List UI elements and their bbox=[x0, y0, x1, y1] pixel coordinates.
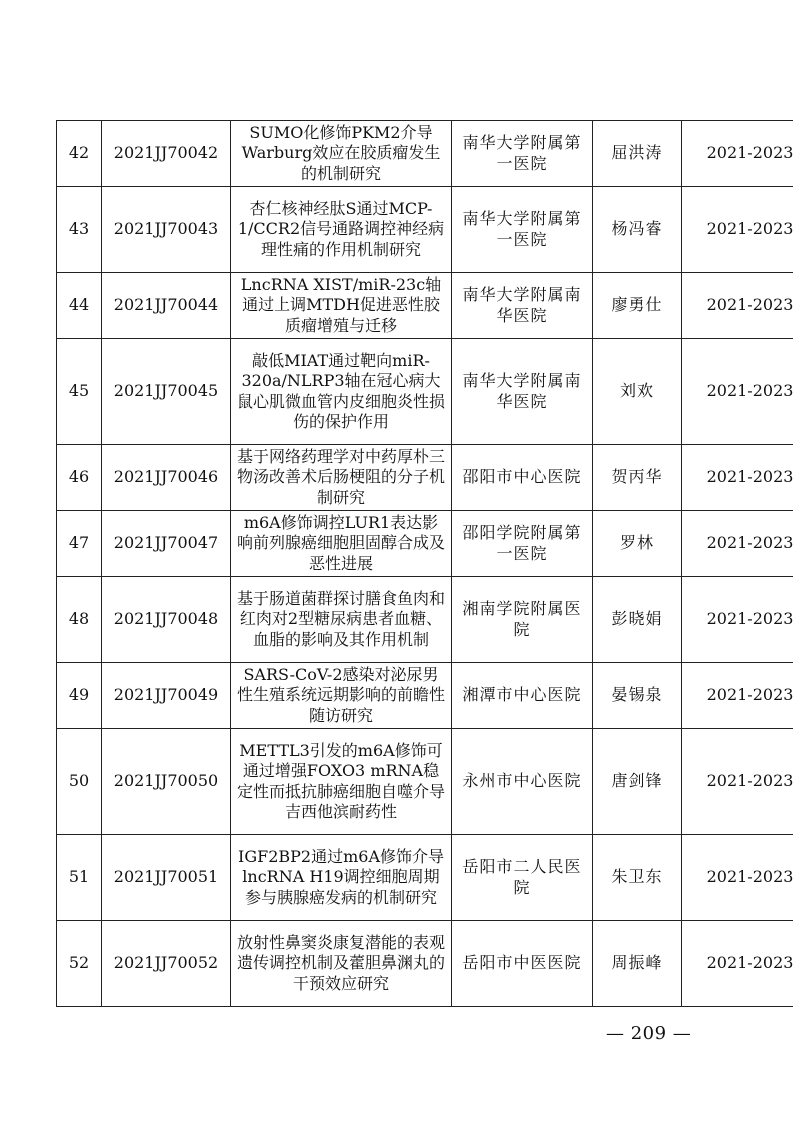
principal-investigator: 屈洪涛 bbox=[593, 121, 682, 187]
principal-investigator: 杨冯睿 bbox=[593, 187, 682, 273]
project-period: 2021-2023 bbox=[682, 339, 793, 445]
page-number: — 209 — bbox=[606, 1023, 692, 1044]
project-title: LncRNA XIST/miR-23c轴通过上调MTDH促进恶性胶质瘤增殖与迁移 bbox=[231, 273, 452, 339]
project-code: 2021JJ70042 bbox=[102, 121, 231, 187]
project-title: 基于肠道菌群探讨膳食鱼肉和红肉对2型糖尿病患者血糖、血脂的影响及其作用机制 bbox=[231, 577, 452, 663]
row-number: 42 bbox=[57, 121, 102, 187]
project-code: 2021JJ70044 bbox=[102, 273, 231, 339]
row-number: 51 bbox=[57, 835, 102, 921]
table-row bbox=[57, 729, 793, 835]
row-number: 48 bbox=[57, 577, 102, 663]
project-period: 2021-2023 bbox=[682, 121, 793, 187]
project-title: SARS-CoV-2感染对泌尿男性生殖系统远期影响的前瞻性随访研究 bbox=[231, 663, 452, 729]
table-row bbox=[57, 339, 793, 445]
table-row bbox=[57, 445, 793, 511]
principal-investigator: 周振峰 bbox=[593, 921, 682, 1007]
project-title: 杏仁核神经肽S通过MCP-1/CCR2信号通路调控神经病理性痛的作用机制研究 bbox=[231, 187, 452, 273]
row-number: 44 bbox=[57, 273, 102, 339]
host-institution: 邵阳学院附属第一医院 bbox=[452, 511, 593, 577]
host-institution: 邵阳市中心医院 bbox=[452, 445, 593, 511]
host-institution: 永州市中心医院 bbox=[452, 729, 593, 835]
project-code: 2021JJ70047 bbox=[102, 511, 231, 577]
principal-investigator: 罗林 bbox=[593, 511, 682, 577]
table-row bbox=[57, 577, 793, 663]
project-title: 敲低MIAT通过靶向miR-320a/NLRP3轴在冠心病大鼠心肌微血管内皮细胞炎性损伤的保护作用 bbox=[231, 339, 452, 445]
row-number: 46 bbox=[57, 445, 102, 511]
project-period: 2021-2023 bbox=[682, 187, 793, 273]
project-code: 2021JJ70051 bbox=[102, 835, 231, 921]
table-row bbox=[57, 511, 793, 577]
table-row bbox=[57, 663, 793, 729]
project-code: 2021JJ70046 bbox=[102, 445, 231, 511]
table-row bbox=[57, 835, 793, 921]
project-title: 基于网络药理学对中药厚朴三物汤改善术后肠梗阻的分子机制研究 bbox=[231, 445, 452, 511]
project-code: 2021JJ70048 bbox=[102, 577, 231, 663]
host-institution: 南华大学附属第一医院 bbox=[452, 121, 593, 187]
project-period: 2021-2023 bbox=[682, 445, 793, 511]
project-code: 2021JJ70050 bbox=[102, 729, 231, 835]
project-period: 2021-2023 bbox=[682, 921, 793, 1007]
project-title: SUMO化修饰PKM2介导Warburg效应在胶质瘤发生的机制研究 bbox=[231, 121, 452, 187]
project-period: 2021-2023 bbox=[682, 663, 793, 729]
principal-investigator: 刘欢 bbox=[593, 339, 682, 445]
host-institution: 南华大学附属南华医院 bbox=[452, 339, 593, 445]
host-institution: 湘南学院附属医院 bbox=[452, 577, 593, 663]
row-number: 47 bbox=[57, 511, 102, 577]
principal-investigator: 晏锡泉 bbox=[593, 663, 682, 729]
project-period: 2021-2023 bbox=[682, 273, 793, 339]
host-institution: 岳阳市二人民医院 bbox=[452, 835, 593, 921]
table-row bbox=[57, 921, 793, 1007]
project-period: 2021-2023 bbox=[682, 577, 793, 663]
host-institution: 岳阳市中医医院 bbox=[452, 921, 593, 1007]
project-title: IGF2BP2通过m6A修饰介导lncRNA H19调控细胞周期参与胰腺癌发病的机制研究 bbox=[231, 835, 452, 921]
table-row bbox=[57, 273, 793, 339]
row-number: 52 bbox=[57, 921, 102, 1007]
table-row bbox=[57, 187, 793, 273]
principal-investigator: 贺丙华 bbox=[593, 445, 682, 511]
row-number: 50 bbox=[57, 729, 102, 835]
host-institution: 南华大学附属第一医院 bbox=[452, 187, 593, 273]
principal-investigator: 彭晓娟 bbox=[593, 577, 682, 663]
row-number: 49 bbox=[57, 663, 102, 729]
principal-investigator: 朱卫东 bbox=[593, 835, 682, 921]
table-row bbox=[57, 121, 793, 187]
principal-investigator: 唐剑锋 bbox=[593, 729, 682, 835]
project-title: m6A修饰调控LUR1表达影响前列腺癌细胞胆固醇合成及恶性进展 bbox=[231, 511, 452, 577]
project-title: 放射性鼻窦炎康复潜能的表观遗传调控机制及藿胆鼻渊丸的干预效应研究 bbox=[231, 921, 452, 1007]
project-title: METTL3引发的m6A修饰可通过增强FOXO3 mRNA稳定性而抵抗肺癌细胞自噬介导吉西他滨耐药性 bbox=[231, 729, 452, 835]
principal-investigator: 廖勇仕 bbox=[593, 273, 682, 339]
host-institution: 湘潭市中心医院 bbox=[452, 663, 593, 729]
project-period: 2021-2023 bbox=[682, 835, 793, 921]
row-number: 45 bbox=[57, 339, 102, 445]
project-table bbox=[56, 120, 793, 1007]
host-institution: 南华大学附属南华医院 bbox=[452, 273, 593, 339]
project-code: 2021JJ70045 bbox=[102, 339, 231, 445]
project-code: 2021JJ70049 bbox=[102, 663, 231, 729]
project-code: 2021JJ70043 bbox=[102, 187, 231, 273]
project-period: 2021-2023 bbox=[682, 729, 793, 835]
project-code: 2021JJ70052 bbox=[102, 921, 231, 1007]
project-period: 2021-2023 bbox=[682, 511, 793, 577]
row-number: 43 bbox=[57, 187, 102, 273]
